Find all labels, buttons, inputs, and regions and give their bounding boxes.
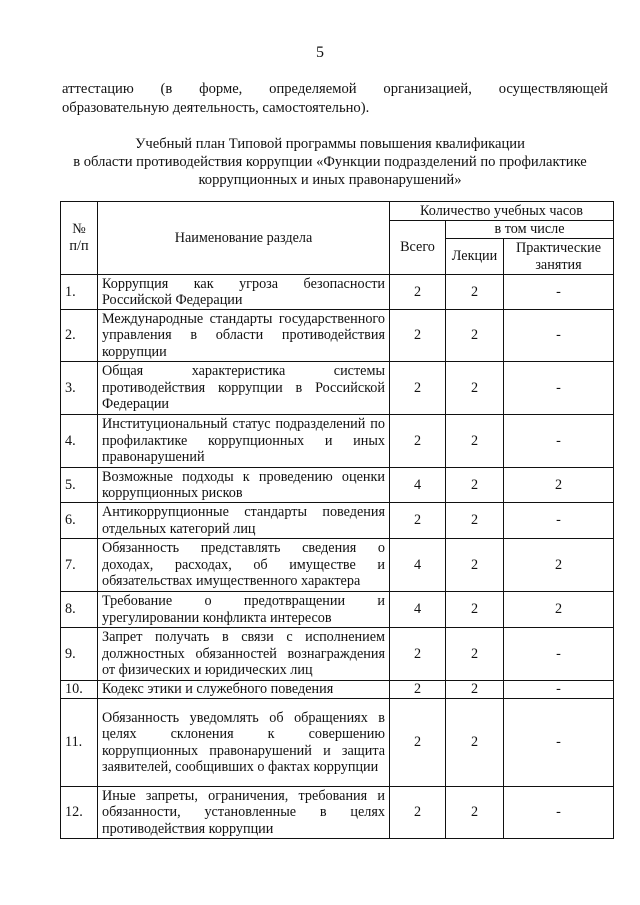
table-row bbox=[61, 787, 614, 839]
row-section-name: Обязанность представлять сведения о доходах, расходах, об имуществе и обязательствах имущественного характера bbox=[98, 539, 390, 592]
header-section-name: Наименование раздела bbox=[98, 202, 390, 275]
table-row bbox=[61, 628, 614, 681]
header-including: в том числе bbox=[446, 221, 614, 239]
row-section-name: Иные запреты, ограничения, требования и обязанности, установленные в целях противодействия коррупции bbox=[98, 787, 390, 839]
row-number: 3. bbox=[61, 362, 98, 415]
row-section-name: Коррупция как угроза безопасности Российской Федерации bbox=[98, 275, 390, 310]
table-row bbox=[61, 275, 614, 310]
row-lecture-hours: 2 bbox=[446, 415, 504, 468]
row-number: 2. bbox=[61, 310, 98, 362]
row-number: 9. bbox=[61, 628, 98, 681]
intro-line-1: аттестацию (в форме, определяемой организацией, осуществляющей bbox=[62, 81, 608, 97]
table-row bbox=[61, 592, 614, 628]
row-practical-hours: - bbox=[504, 310, 614, 362]
table-row bbox=[61, 362, 614, 415]
row-number: 10. bbox=[61, 681, 98, 699]
table-row bbox=[61, 468, 614, 503]
row-total-hours: 2 bbox=[390, 681, 446, 699]
header-study-hours: Количество учебных часов bbox=[390, 202, 614, 221]
row-lecture-hours: 2 bbox=[446, 699, 504, 787]
row-lecture-hours: 2 bbox=[446, 628, 504, 681]
row-lecture-hours: 2 bbox=[446, 681, 504, 699]
table-row bbox=[61, 539, 614, 592]
plan-title-line-2: в области противодействия коррупции «Функции подразделений по профилактике bbox=[73, 154, 587, 170]
row-total-hours: 2 bbox=[390, 415, 446, 468]
row-number: 8. bbox=[61, 592, 98, 628]
row-lecture-hours: 2 bbox=[446, 468, 504, 503]
row-practical-hours: 2 bbox=[504, 592, 614, 628]
row-section-name: Институциональный статус подразделений по профилактике коррупционных и иных правонарушений bbox=[98, 415, 390, 468]
row-section-name: Кодекс этики и служебного поведения bbox=[98, 681, 390, 699]
curriculum-table bbox=[60, 201, 614, 839]
table-row bbox=[61, 503, 614, 539]
row-number: 12. bbox=[61, 787, 98, 839]
row-lecture-hours: 2 bbox=[446, 787, 504, 839]
row-total-hours: 4 bbox=[390, 539, 446, 592]
row-total-hours: 4 bbox=[390, 592, 446, 628]
intro-line-2: образовательную деятельность, самостоятельно). bbox=[62, 100, 370, 116]
table-row bbox=[61, 681, 614, 699]
row-section-name: Требование о предотвращении и урегулировании конфликта интересов bbox=[98, 592, 390, 628]
row-practical-hours: - bbox=[504, 699, 614, 787]
row-total-hours: 2 bbox=[390, 787, 446, 839]
row-number: 5. bbox=[61, 468, 98, 503]
row-total-hours: 2 bbox=[390, 362, 446, 415]
row-number: 11. bbox=[61, 699, 98, 787]
row-number: 7. bbox=[61, 539, 98, 592]
row-total-hours: 2 bbox=[390, 628, 446, 681]
row-section-name: Запрет получать в связи с исполнением должностных обязанностей вознаграждения от физических и юридических лиц bbox=[98, 628, 390, 681]
row-practical-hours: - bbox=[504, 503, 614, 539]
header-total: Всего bbox=[390, 221, 446, 275]
header-practical: Практические занятия bbox=[504, 239, 614, 275]
table-row bbox=[61, 699, 614, 787]
row-total-hours: 2 bbox=[390, 310, 446, 362]
row-practical-hours: - bbox=[504, 362, 614, 415]
table-row bbox=[61, 415, 614, 468]
row-practical-hours: - bbox=[504, 628, 614, 681]
plan-title-line-3: коррупционных и иных правонарушений» bbox=[198, 172, 462, 188]
row-lecture-hours: 2 bbox=[446, 310, 504, 362]
row-lecture-hours: 2 bbox=[446, 592, 504, 628]
row-section-name: Возможные подходы к проведению оценки коррупционных рисков bbox=[98, 468, 390, 503]
plan-title-line-1: Учебный план Типовой программы повышения квалификации bbox=[135, 136, 525, 152]
row-lecture-hours: 2 bbox=[446, 539, 504, 592]
row-total-hours: 4 bbox=[390, 468, 446, 503]
row-lecture-hours: 2 bbox=[446, 275, 504, 310]
intro-paragraph bbox=[62, 80, 608, 118]
row-section-name: Общая характеристика системы противодействия коррупции в Российской Федерации bbox=[98, 362, 390, 415]
row-practical-hours: - bbox=[504, 787, 614, 839]
header-lectures: Лекции bbox=[446, 239, 504, 275]
row-practical-hours: 2 bbox=[504, 468, 614, 503]
table-row bbox=[61, 310, 614, 362]
row-lecture-hours: 2 bbox=[446, 362, 504, 415]
row-number: 6. bbox=[61, 503, 98, 539]
row-practical-hours: - bbox=[504, 275, 614, 310]
row-practical-hours: - bbox=[504, 681, 614, 699]
row-section-name: Обязанность уведомлять об обращениях в целях склонения к совершению коррупционных правонарушений и защита заявителей, сообщивших о фактах коррупции bbox=[98, 699, 390, 787]
row-number: 1. bbox=[61, 275, 98, 310]
row-section-name: Антикоррупционные стандарты поведения отдельных категорий лиц bbox=[98, 503, 390, 539]
row-total-hours: 2 bbox=[390, 503, 446, 539]
plan-title bbox=[40, 135, 620, 189]
header-number: № п/п bbox=[61, 202, 98, 275]
row-lecture-hours: 2 bbox=[446, 503, 504, 539]
row-section-name: Международные стандарты государственного управления в области противодействия коррупции bbox=[98, 310, 390, 362]
row-total-hours: 2 bbox=[390, 275, 446, 310]
row-number: 4. bbox=[61, 415, 98, 468]
page-number: 5 bbox=[316, 44, 324, 61]
row-practical-hours: - bbox=[504, 415, 614, 468]
row-practical-hours: 2 bbox=[504, 539, 614, 592]
row-total-hours: 2 bbox=[390, 699, 446, 787]
